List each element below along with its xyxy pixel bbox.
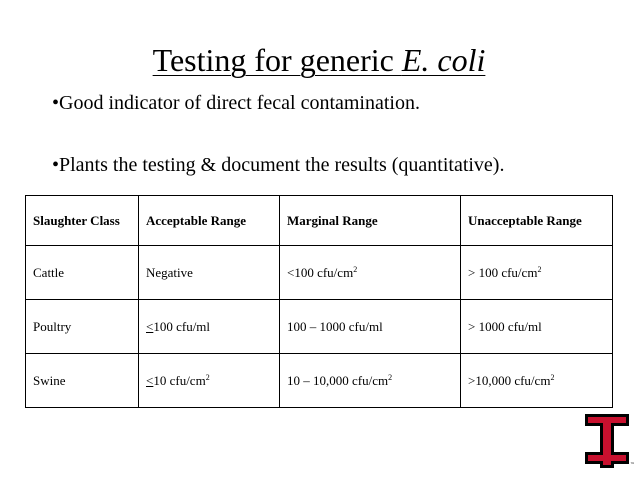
ecoli-range-table — [25, 195, 613, 408]
table-cell: <10 cfu/$cm^2$ — [139, 354, 280, 408]
table-row — [26, 246, 613, 300]
table-cell: <100 cfu/ml — [139, 300, 280, 354]
slide-title-main: Testing for generic — [152, 42, 402, 78]
bullet-item: •Good indicator of direct fecal contamination. — [52, 92, 420, 114]
table-cell: Cattle — [26, 246, 139, 300]
table-row — [26, 354, 613, 408]
table-cell: Swine — [26, 354, 139, 408]
slide-title — [0, 42, 638, 78]
table-cell: 100 – 1000 cfu/ml — [280, 300, 461, 354]
table-row — [26, 300, 613, 354]
table-header-row — [26, 196, 613, 246]
trademark-mark: ™ — [630, 462, 635, 468]
superscript: 2 — [550, 372, 555, 382]
texas-tech-double-t-icon — [583, 412, 635, 470]
table-header-cell: Unacceptable Range — [461, 196, 613, 246]
table-cell: Negative — [139, 246, 280, 300]
bullet-item: •Plants the testing & document the results (quantitative). — [52, 154, 505, 176]
superscript: 2 — [388, 372, 393, 382]
table-cell: Poultry — [26, 300, 139, 354]
table-cell: 10 – 10,000 cfu/$cm^2$ — [280, 354, 461, 408]
table-cell: <100 cfu/$cm^2$ — [280, 246, 461, 300]
superscript: 2 — [537, 264, 542, 274]
slide-title-italic: E. coli — [401, 42, 486, 78]
superscript: 2 — [205, 372, 210, 382]
table-cell: > 1000 cfu/ml — [461, 300, 613, 354]
superscript: 2 — [353, 264, 358, 274]
table-cell: > 100 cfu/$cm^2$ — [461, 246, 613, 300]
table-cell: >10,000 cfu/$cm^2$ — [461, 354, 613, 408]
table-header-cell: Slaughter Class — [26, 196, 139, 246]
table-header-cell: Acceptable Range — [139, 196, 280, 246]
table-header-cell: Marginal Range — [280, 196, 461, 246]
